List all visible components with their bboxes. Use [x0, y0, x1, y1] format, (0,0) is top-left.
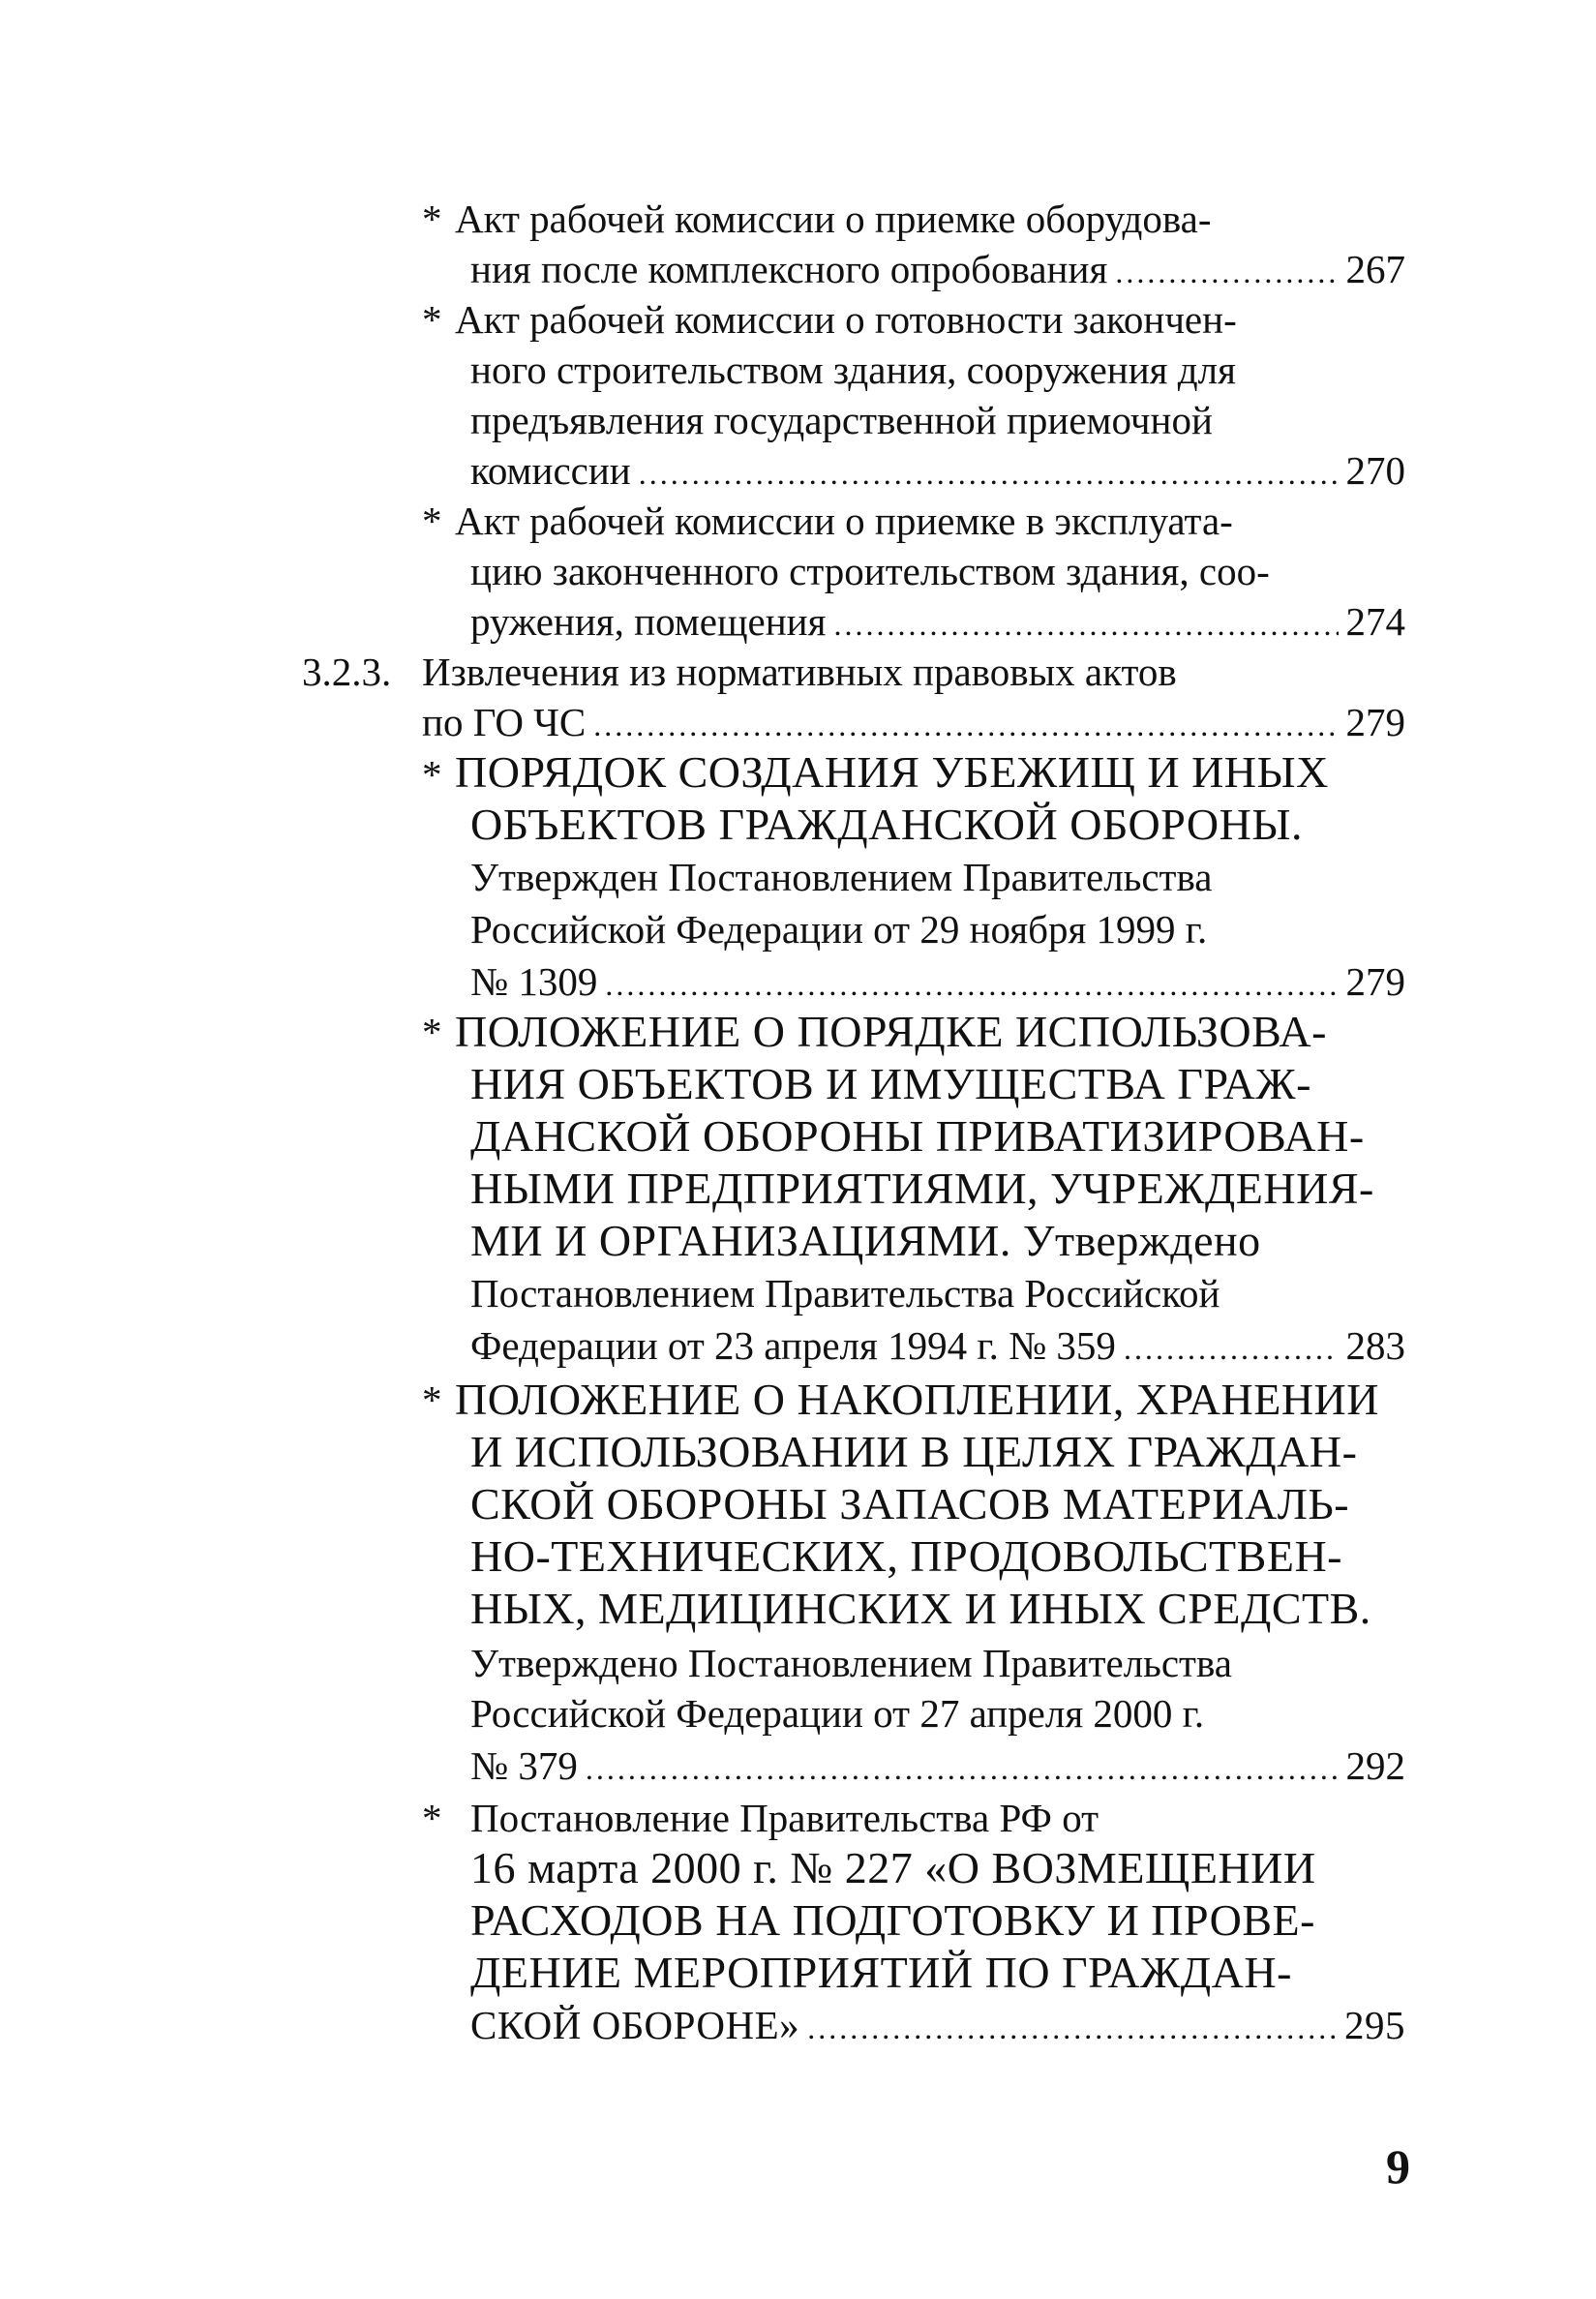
toc-entry-caps: РАСХОДОВ НА ПОДГОТОВКУ И ПРОВЕ-: [470, 1895, 1315, 1945]
toc-entry-last-line: [422, 697, 1405, 747]
toc-entry-last-line: [470, 1320, 1405, 1371]
bullet-marker: *: [422, 1010, 442, 1054]
toc-entry-title-end: Федерации от 23 апреля 1994 г. № 359: [470, 1323, 1116, 1368]
bullet-marker: *: [422, 752, 442, 797]
toc-entry-title-end: № 1309: [470, 959, 598, 1004]
toc-entry-caps: 16 марта 2000 г. № 227 «О ВОЗМЕЩЕНИИ: [470, 1843, 1316, 1892]
toc-entry-text: предъявления государственной приемочной: [470, 398, 1213, 442]
bullet-marker: *: [422, 1377, 442, 1422]
toc-entry-last-line: [470, 2000, 1405, 2050]
toc-entry-caps: НИЯ ОБЪЕКТОВ И ИМУЩЕСТВА ГРАЖ-: [470, 1059, 1311, 1108]
toc-entry-caps: МИ И ОРГАНИЗАЦИЯМИ. Утверждено: [470, 1216, 1261, 1265]
leader-dots: [639, 448, 1339, 496]
toc-entry-caps: НЫМИ ПРЕДПРИЯТИЯМИ, УЧРЕЖДЕНИЯ-: [470, 1164, 1374, 1213]
toc-entry-caps: ОБЪЕКТОВ ГРАЖДАНСКОЙ ОБОРОНЫ.: [470, 800, 1303, 849]
leader-dots: [593, 700, 1338, 747]
section-number: 3.2.3.: [302, 650, 392, 694]
page-ref: 270: [1345, 448, 1405, 493]
leader-dots: [1124, 1323, 1339, 1371]
page-number: 9: [1386, 2139, 1410, 2193]
bullet-marker: *: [422, 499, 442, 543]
leader-dots: [807, 2003, 1337, 2050]
toc-entry-caps: СКОЙ ОБОРОНЫ ЗАПАСОВ МАТЕРИАЛЬ-: [470, 1479, 1350, 1528]
leader-dots: [605, 959, 1338, 1007]
toc-entry-caps: И ИСПОЛЬЗОВАНИИ В ЦЕЛЯХ ГРАЖДАН-: [470, 1427, 1358, 1476]
toc-section-title: Извлечения из нормативных правовых актов: [422, 650, 1177, 694]
toc-entry-title-end: СКОЙ ОБОРОНЕ»: [470, 2003, 800, 2047]
leader-dots: [586, 1743, 1339, 1791]
toc-entry-text: Постановлением Правительства Российской: [470, 1271, 1220, 1316]
toc-entry-last-line: [470, 1740, 1405, 1791]
bullet-marker: *: [422, 297, 442, 342]
toc-entry-title-end: № 379: [470, 1743, 578, 1788]
toc-entry-text: Утвержден Постановлением Правительства: [470, 855, 1213, 899]
toc-entry-title-end: по ГО ЧС: [422, 700, 587, 744]
toc-entry-caps: ПОЛОЖЕНИЕ О НАКОПЛЕНИИ, ХРАНЕНИИ: [455, 1375, 1379, 1424]
toc-entry-last-line: [470, 244, 1405, 294]
toc-entry-last-line: [470, 956, 1405, 1007]
page-ref: 295: [1344, 2003, 1405, 2047]
toc-entry-last-line: [470, 445, 1405, 496]
toc-entry-caps: ДАНСКОЙ ОБОРОНЫ ПРИВАТИЗИРОВАН-: [470, 1111, 1365, 1161]
toc-entry-text: Постановление Правительства РФ от: [470, 1796, 1099, 1840]
page-ref: 283: [1345, 1323, 1405, 1368]
toc-entry-text: Акт рабочей комиссии о приемке оборудова-: [455, 197, 1212, 241]
toc-entry-text: Российской Федерации от 27 апреля 2000 г.: [470, 1691, 1205, 1736]
toc-entry-caps: НО-ТЕХНИЧЕСКИХ, ПРОДОВОЛЬСТВЕН-: [470, 1531, 1342, 1581]
toc-entry-caps: ДЕНИЕ МЕРОПРИЯТИЙ ПО ГРАЖДАН-: [470, 1948, 1292, 1997]
toc-entry-text: цию законченного строительством здания, соо-: [470, 549, 1270, 593]
toc-entry-title-end: ружения, помещения: [470, 599, 827, 644]
page-ref: 274: [1345, 599, 1405, 644]
toc-entry-caps: НЫХ, МЕДИЦИНСКИХ И ИНЫХ СРЕДСТВ.: [470, 1584, 1371, 1633]
toc-entry-text: Акт рабочей комиссии о приемке в эксплуата-: [455, 499, 1233, 543]
toc-entry-text: Российской Федерации от 29 ноября 1999 г.: [470, 907, 1208, 952]
page-ref: 279: [1345, 700, 1405, 744]
toc-entry-caps: ПОЛОЖЕНИЕ О ПОРЯДКЕ ИСПОЛЬЗОВА-: [455, 1007, 1327, 1056]
page-ref: 292: [1345, 1743, 1405, 1788]
toc-entry-caps: ПОРЯДОК СОЗДАНИЯ УБЕЖИЩ И ИНЫХ: [455, 747, 1329, 797]
page-ref: 279: [1345, 959, 1405, 1004]
toc-entry-last-line: [470, 596, 1405, 647]
leader-dots: [833, 599, 1338, 647]
toc-entry-title-end: ния после комплексного опробования: [470, 247, 1108, 291]
toc-entry-title-end: комиссии: [470, 448, 631, 493]
bullet-marker: *: [422, 1796, 442, 1840]
toc-entry-text: Утверждено Постановлением Правительства: [470, 1641, 1232, 1685]
leader-dots: [1115, 247, 1338, 294]
toc-entry-text: ного строительством здания, сооружения для: [470, 348, 1236, 392]
bullet-marker: *: [422, 197, 442, 241]
toc-entry-text: Акт рабочей комиссии о готовности закончен-: [455, 297, 1237, 342]
page-ref: 267: [1345, 247, 1405, 291]
